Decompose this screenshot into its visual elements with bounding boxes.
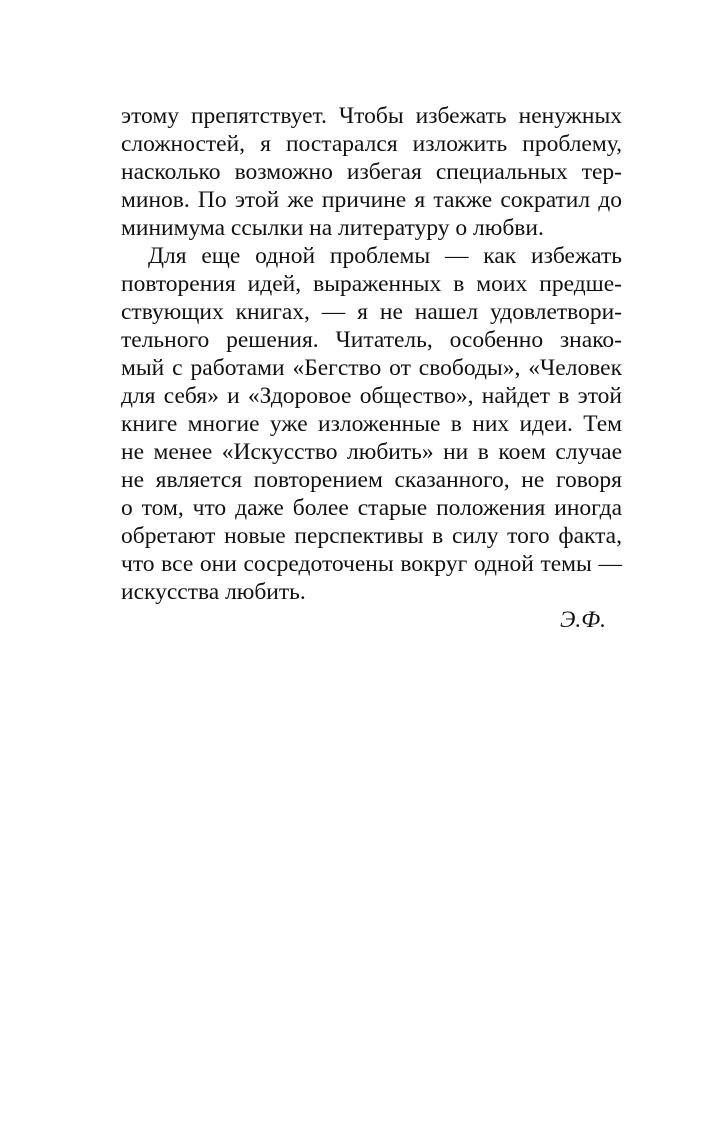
text-column bbox=[121, 102, 622, 634]
text-line: сложностей, я постарался изложить проблему, bbox=[121, 131, 622, 157]
paragraph bbox=[121, 242, 622, 606]
text-line: тельного решения. Читатель, особенно знако- bbox=[121, 327, 622, 353]
text-line: повторения идей, выраженных в моих предше- bbox=[121, 271, 622, 297]
text-line: этому препятствует. Чтобы избежать ненужных bbox=[121, 103, 622, 129]
text-line: искусства любить. bbox=[121, 579, 306, 605]
text-line: минов. По этой же причине я также сократил до bbox=[121, 187, 622, 213]
text-line: ствующих книгах, — я не нашел удовлетвори- bbox=[121, 299, 622, 325]
text-line: обретают новые перспективы в силу того факта, bbox=[121, 523, 622, 549]
paragraphs-container bbox=[121, 102, 622, 606]
text-line: о том, что даже более старые положения иногда bbox=[121, 495, 622, 521]
text-line: не менее «Искусство любить» ни в коем случае bbox=[121, 439, 622, 465]
text-line: не является повторением сказанного, не говоря bbox=[121, 467, 622, 493]
text-line: что все они сосредоточены вокруг одной темы — bbox=[121, 551, 622, 577]
text-line: мый с работами «Бегство от свободы», «Человек bbox=[121, 355, 622, 381]
paragraph bbox=[121, 102, 622, 242]
text-line: книге многие уже изложенные в них идеи. Тем bbox=[121, 411, 622, 437]
text-line: насколько возможно избегая специальных тер- bbox=[121, 159, 622, 185]
text-line: Для еще одной проблемы — как избежать bbox=[148, 243, 622, 269]
author-signature: Э.Ф. bbox=[559, 607, 606, 633]
text-line: минимума ссылки на литературу о любви. bbox=[121, 215, 544, 241]
text-line: для себя» и «Здоровое общество», найдет в этой bbox=[121, 383, 622, 409]
